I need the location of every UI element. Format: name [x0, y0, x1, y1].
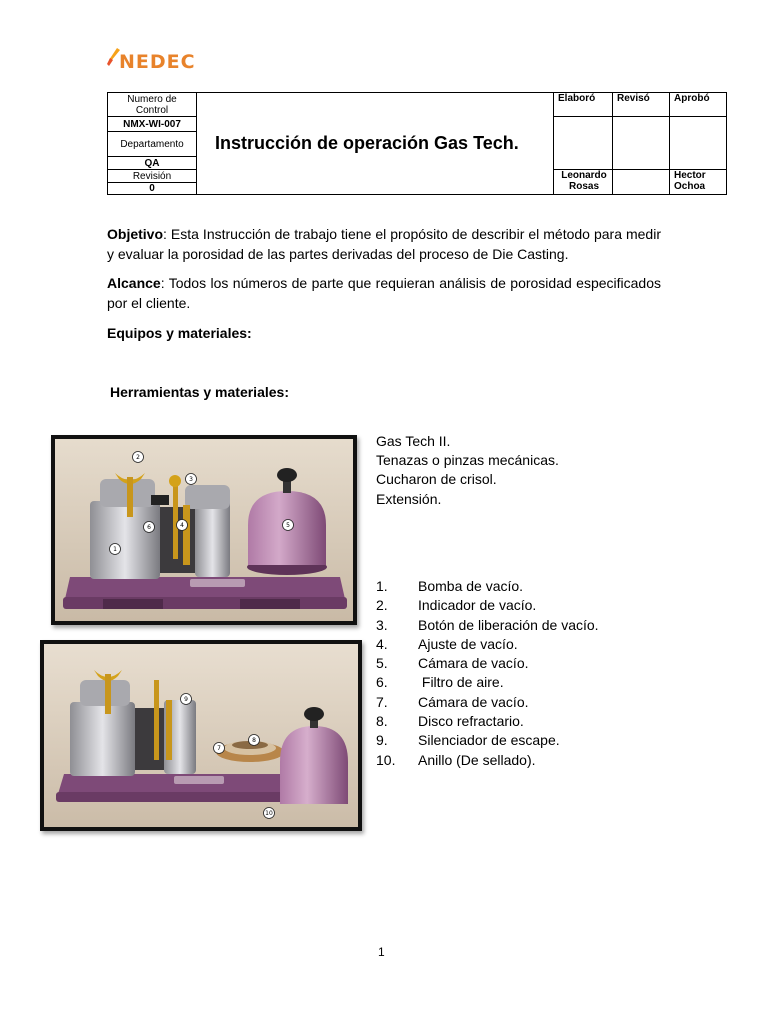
- revision-value: 0: [108, 183, 197, 195]
- departamento-value: QA: [108, 157, 197, 170]
- part-label: Cámara de vacío.: [418, 693, 529, 710]
- part-label: Filtro de aire.: [418, 674, 504, 691]
- aprobo-name: Hector Ochoa: [670, 170, 727, 195]
- objetivo-label: Objetivo: [107, 226, 164, 242]
- part-label: Botón de liberación de vacío.: [418, 616, 599, 633]
- material-item: Extensión.: [376, 490, 442, 507]
- gas-tech-photo-labeled: [51, 435, 357, 625]
- page-number: 1: [378, 945, 385, 959]
- list-item: [376, 751, 599, 770]
- control-header-table: [107, 92, 727, 195]
- departamento-label: Departamento: [108, 132, 197, 157]
- aprobo-label: Aprobó: [670, 93, 727, 117]
- material-item: Cucharon de crisol.: [376, 471, 497, 488]
- callout-4: 4: [180, 522, 184, 530]
- elaboro-signature: [554, 117, 613, 170]
- list-item: [376, 654, 599, 673]
- reviso-signature: [613, 117, 670, 170]
- part-label: Ajuste de vacío.: [418, 635, 518, 652]
- part-label: Indicador de vacío.: [418, 597, 537, 614]
- elaboro-name: Leonardo Rosas: [554, 170, 613, 195]
- list-item: [376, 693, 599, 712]
- callout-9: 9: [184, 696, 188, 704]
- part-label: Disco refractario.: [418, 713, 524, 730]
- gas-tech-photo-open: [40, 640, 362, 831]
- aprobo-signature: [670, 117, 727, 170]
- numero-control-value: NMX-WI-007: [108, 117, 197, 132]
- part-label: Anillo (De sellado).: [418, 751, 536, 768]
- part-number: 6.: [376, 674, 388, 691]
- equipos-heading: Equipos y materiales:: [107, 325, 252, 341]
- part-number: 10.: [376, 751, 396, 768]
- nedec-logo: [107, 46, 196, 72]
- part-number: 7.: [376, 693, 388, 710]
- part-number: 8.: [376, 713, 388, 730]
- list-item: [376, 596, 599, 615]
- materials-list: [376, 432, 559, 509]
- revision-label: Revisión: [108, 170, 197, 183]
- objetivo-paragraph: [107, 225, 661, 264]
- material-item: Tenazas o pinzas mecánicas.: [376, 452, 559, 469]
- callout-2: 2: [136, 454, 140, 462]
- part-number: 9.: [376, 732, 388, 749]
- callout-10: 10: [265, 810, 273, 818]
- part-number: 2.: [376, 597, 388, 614]
- list-item: [376, 712, 599, 731]
- callout-3: 3: [189, 476, 193, 484]
- objetivo-text: : Esta Instrucción de trabajo tiene el propósito de describir el método para medir y evaluar la porosidad de las partes derivadas del proceso de Die Casting.: [107, 226, 661, 262]
- part-label: Cámara de vacío.: [418, 655, 529, 672]
- document-title: Instrucción de operación Gas Tech.: [197, 93, 554, 195]
- part-number: 3.: [376, 616, 388, 633]
- list-item: [376, 673, 599, 692]
- herramientas-heading: Herramientas y materiales:: [110, 384, 289, 400]
- material-item: Gas Tech II.: [376, 433, 451, 449]
- list-item: [376, 616, 599, 635]
- part-number: 1.: [376, 578, 388, 594]
- reviso-name: [613, 170, 670, 195]
- alcance-label: Alcance: [107, 275, 161, 291]
- alcance-text: : Todos los números de parte que requieran análisis de porosidad especificados por el cliente.: [107, 275, 661, 311]
- callout-5: 5: [286, 522, 290, 530]
- callout-1: 1: [113, 546, 117, 554]
- elaboro-label: Elaboró: [554, 93, 613, 117]
- reviso-label: Revisó: [613, 93, 670, 117]
- list-item: [376, 635, 599, 654]
- callout-7: 7: [217, 745, 221, 753]
- part-number: 4.: [376, 635, 388, 652]
- numero-control-label: Numero de Control: [108, 93, 197, 117]
- part-number: 5.: [376, 655, 388, 672]
- callout-8: 8: [252, 737, 256, 745]
- logo-text: NEDEC: [119, 51, 196, 73]
- parts-list: [376, 577, 599, 770]
- callout-6: 6: [147, 524, 151, 532]
- alcance-paragraph: [107, 274, 661, 313]
- part-label: Bomba de vacío.: [418, 578, 524, 594]
- logo-mark-icon: [107, 46, 121, 68]
- part-label: Silenciador de escape.: [418, 732, 560, 749]
- list-item: [376, 577, 599, 596]
- list-item: [376, 731, 599, 750]
